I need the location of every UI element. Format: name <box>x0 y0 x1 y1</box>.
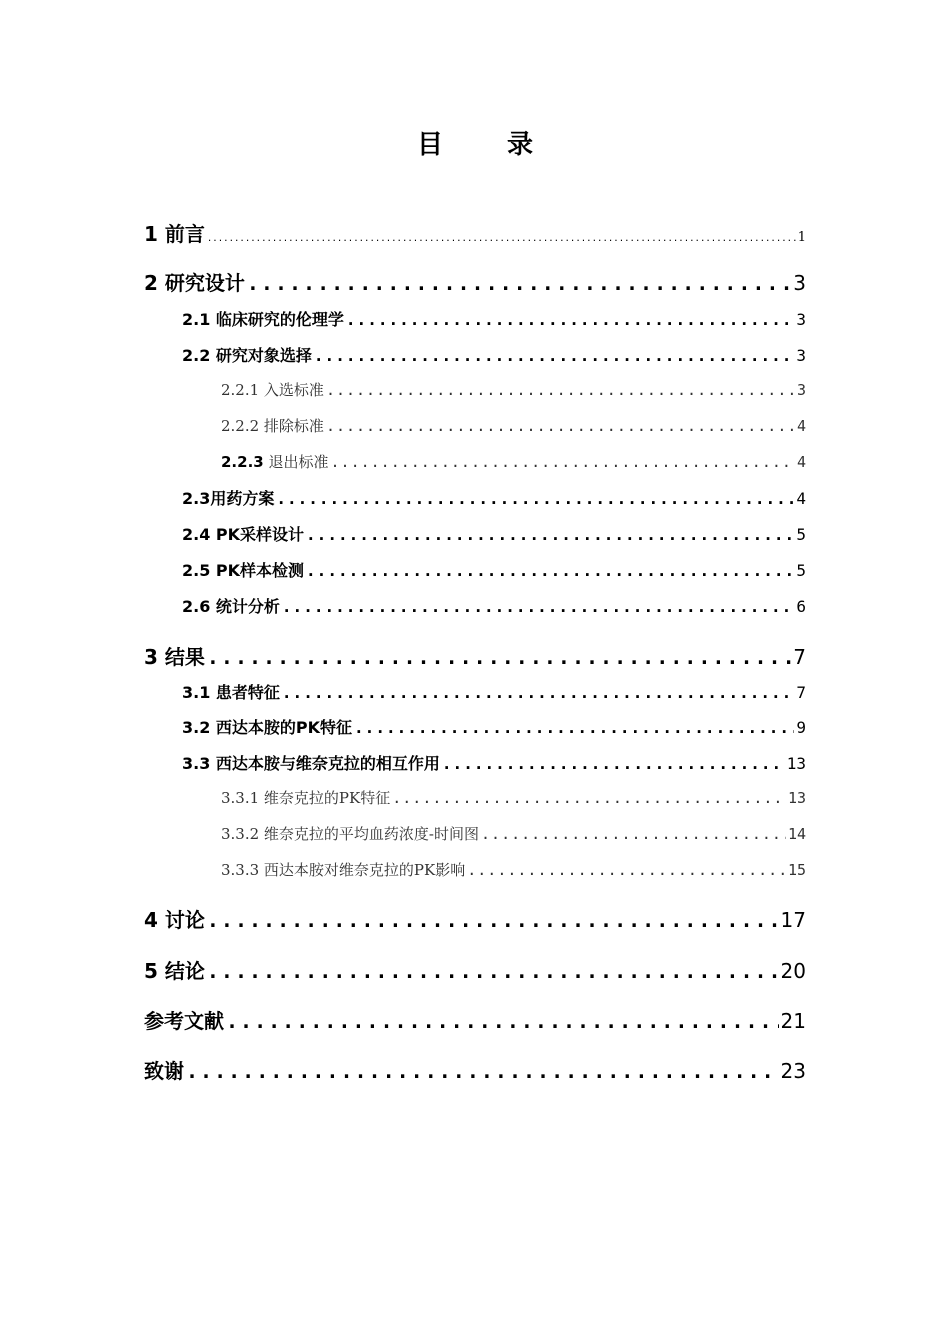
toc-entry-2-2-2[interactable] <box>221 415 806 436</box>
dot-leader <box>392 789 786 807</box>
dot-leader <box>346 310 794 329</box>
toc-entry-2-1[interactable] <box>182 307 806 330</box>
dot-leader <box>314 346 794 365</box>
toc-entry-3-3-1[interactable] <box>221 787 806 808</box>
toc-page-number: 21 <box>780 1009 806 1033</box>
toc-page-number: 9 <box>796 718 806 737</box>
toc-page-number: 7 <box>793 645 806 669</box>
toc-entry-2-2-3[interactable] <box>221 451 806 472</box>
toc-page-number: 3 <box>793 271 806 295</box>
toc-entry-label: 3.1 患者特征 <box>182 683 280 702</box>
toc-entry-label: 3.3 西达本胺与维奈克拉的相互作用 <box>182 754 440 773</box>
toc-entry-2-2-1[interactable] <box>221 379 806 400</box>
toc-entry-number: 2.2.3 <box>221 453 264 471</box>
toc-entry-3-2[interactable] <box>182 715 806 738</box>
toc-entry-label: 4 讨论 <box>144 908 205 932</box>
toc-entry-2-2[interactable] <box>182 343 806 366</box>
toc-page-number: 1 <box>797 230 806 245</box>
toc-entry-label: 2.1 临床研究的伦理学 <box>182 310 344 329</box>
toc-page-number: 4 <box>796 453 806 471</box>
toc-entry-label: 2 研究设计 <box>144 271 245 295</box>
toc-page-number: 4 <box>796 489 806 508</box>
toc-entry-preface[interactable] <box>144 218 806 247</box>
toc-entry-3-3-3[interactable] <box>221 859 806 880</box>
toc-entry-label: 致谢 <box>144 1059 184 1083</box>
toc-entry-2-3[interactable] <box>182 486 806 509</box>
dot-leader <box>354 718 794 737</box>
dot-leader <box>207 908 779 932</box>
toc-page-number: 5 <box>796 561 806 580</box>
toc-page-number: 3 <box>796 346 806 365</box>
title-char-2: 录 <box>507 130 534 160</box>
toc-entry-discussion[interactable] <box>144 904 806 933</box>
toc-page-number: 3 <box>796 381 806 399</box>
toc-page-number: 7 <box>796 683 806 702</box>
dot-leader <box>306 525 794 544</box>
toc-entry-label: 2.2 研究对象选择 <box>182 346 312 365</box>
dot-leader <box>326 417 795 435</box>
toc-entry-label: 5 结论 <box>144 959 205 983</box>
toc-page-number: 23 <box>780 1059 806 1083</box>
toc-entry-label: 3 结果 <box>144 645 205 669</box>
toc-page-number: 13 <box>787 789 806 807</box>
toc-entry-label: 2.4 PK采样设计 <box>182 525 305 544</box>
title-char-1: 目 <box>416 130 443 160</box>
toc-page-number: 20 <box>780 959 806 983</box>
toc-entry-text: 退出标准 <box>268 453 329 471</box>
dot-leader <box>326 381 795 399</box>
toc-entry-label: 2.6 统计分析 <box>182 597 280 616</box>
toc-entry-label: 2.5 PK样本检测 <box>182 561 305 580</box>
dot-leader <box>481 825 786 843</box>
toc-entry-label: 3.3.2 维奈克拉的平均血药浓度-时间图 <box>221 825 480 843</box>
dot-leader <box>282 683 794 702</box>
toc-entry-3-1[interactable] <box>182 680 806 703</box>
toc-entry-results[interactable] <box>144 641 806 670</box>
toc-entry-2-6[interactable] <box>182 594 806 617</box>
toc-page-number: 5 <box>796 525 806 544</box>
toc-entry-label: 3.2 西达本胺的PK特征 <box>182 718 353 737</box>
toc-entry-label: 参考文献 <box>144 1009 224 1033</box>
dot-leader <box>306 561 794 580</box>
toc-entry-conclusion[interactable] <box>144 955 806 984</box>
toc-entry-acknowledgements[interactable] <box>144 1055 806 1084</box>
dot-leader <box>207 959 779 983</box>
toc-page-number: 3 <box>796 310 806 329</box>
toc-entry-references[interactable] <box>144 1005 806 1034</box>
page-title <box>0 124 950 161</box>
toc-entry-3-3-2[interactable] <box>221 823 806 844</box>
dot-leader <box>467 861 786 879</box>
dot-leader <box>226 1009 779 1033</box>
toc-page-number: 13 <box>786 754 806 773</box>
toc-entry-label: 2.2.2 排除标准 <box>221 417 324 435</box>
toc-page-number: 6 <box>796 597 806 616</box>
dot-leader <box>282 597 794 616</box>
dot-leader <box>276 489 794 508</box>
dot-leader <box>442 754 785 773</box>
toc-entry-label: 2.2.1 入选标准 <box>221 381 324 399</box>
toc-entry-label <box>221 451 329 472</box>
toc-entry-3-3[interactable] <box>182 751 806 774</box>
dot-leader <box>186 1059 779 1083</box>
dot-leader <box>207 234 796 244</box>
dot-leader <box>207 645 791 669</box>
toc-entry-study-design[interactable] <box>144 267 806 296</box>
dot-leader <box>331 453 795 471</box>
dot-leader <box>247 271 791 295</box>
toc-entry-label: 3.3.3 西达本胺对维奈克拉的PK影响 <box>221 861 466 879</box>
toc-entry-2-4[interactable] <box>182 522 806 545</box>
toc-page-number: 14 <box>787 825 806 843</box>
toc-page-number: 17 <box>780 908 806 932</box>
toc-entry-2-5[interactable] <box>182 558 806 581</box>
toc-page-number: 15 <box>787 861 806 879</box>
toc-page-number: 4 <box>796 417 806 435</box>
toc-entry-label: 1 前言 <box>144 222 205 246</box>
toc-entry-label: 2.3用药方案 <box>182 489 275 508</box>
toc-entry-label: 3.3.1 维奈克拉的PK特征 <box>221 789 391 807</box>
